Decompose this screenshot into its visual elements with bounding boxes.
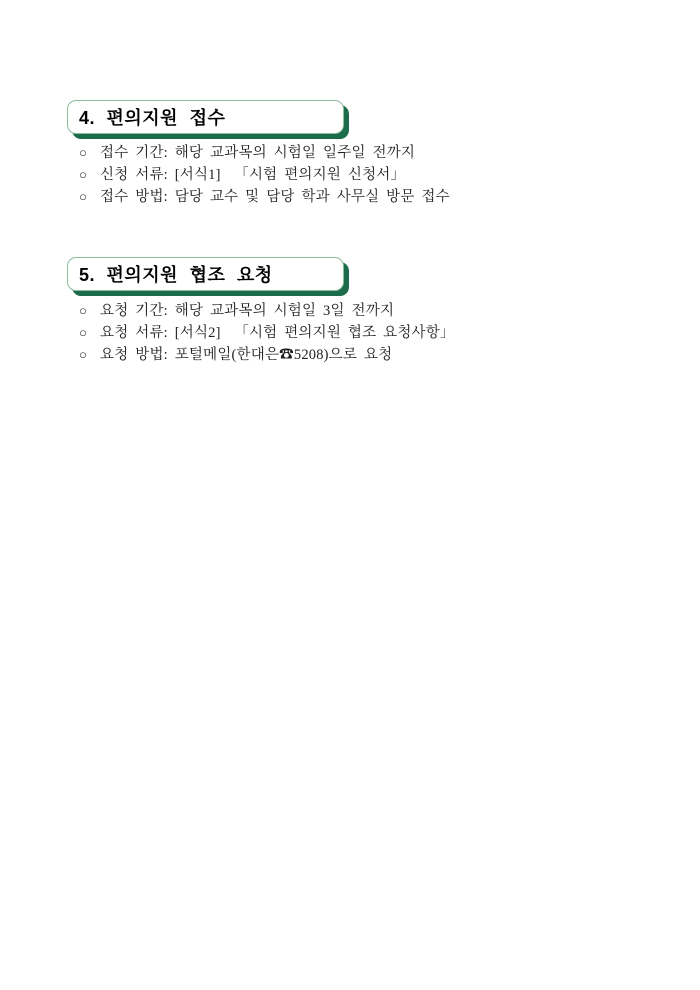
list-item bbox=[79, 186, 450, 208]
circle-bullet-icon: ○ bbox=[79, 189, 87, 204]
circle-bullet-icon: ○ bbox=[79, 325, 87, 340]
circle-bullet-icon: ○ bbox=[79, 303, 87, 318]
circle-bullet-icon: ○ bbox=[79, 145, 87, 160]
section-4-title-box bbox=[67, 100, 344, 134]
section-5-title-box bbox=[67, 257, 344, 291]
list-item bbox=[79, 344, 455, 366]
list-item-text: 접수 방법: 담당 교수 및 담당 학과 사무실 방문 접수 bbox=[100, 189, 450, 205]
list-item-text: 접수 기간: 해당 교과목의 시험일 일주일 전까지 bbox=[100, 145, 416, 161]
list-item bbox=[79, 142, 450, 164]
list-item-text: 요청 기간: 해당 교과목의 시험일 3일 전까지 bbox=[100, 303, 395, 319]
circle-bullet-icon: ○ bbox=[79, 167, 87, 182]
section-4-title: 4. 편의지원 접수 bbox=[79, 108, 226, 128]
list-item-text: 요청 서류: [서식2] 「시험 편의지원 협조 요청사항」 bbox=[100, 325, 455, 341]
circle-bullet-icon: ○ bbox=[79, 347, 87, 362]
list-item bbox=[79, 322, 455, 344]
section-5-title: 5. 편의지원 협조 요청 bbox=[79, 265, 273, 285]
list-item-text: 신청 서류: [서식1] 「시험 편의지원 신청서」 bbox=[100, 167, 406, 183]
list-item-text: 요청 방법: 포털메일(한대은☎5208)으로 요청 bbox=[100, 347, 393, 363]
list-item bbox=[79, 164, 450, 186]
section-4-bullet-list bbox=[79, 142, 450, 208]
list-item bbox=[79, 300, 455, 322]
section-5-bullet-list bbox=[79, 300, 455, 366]
